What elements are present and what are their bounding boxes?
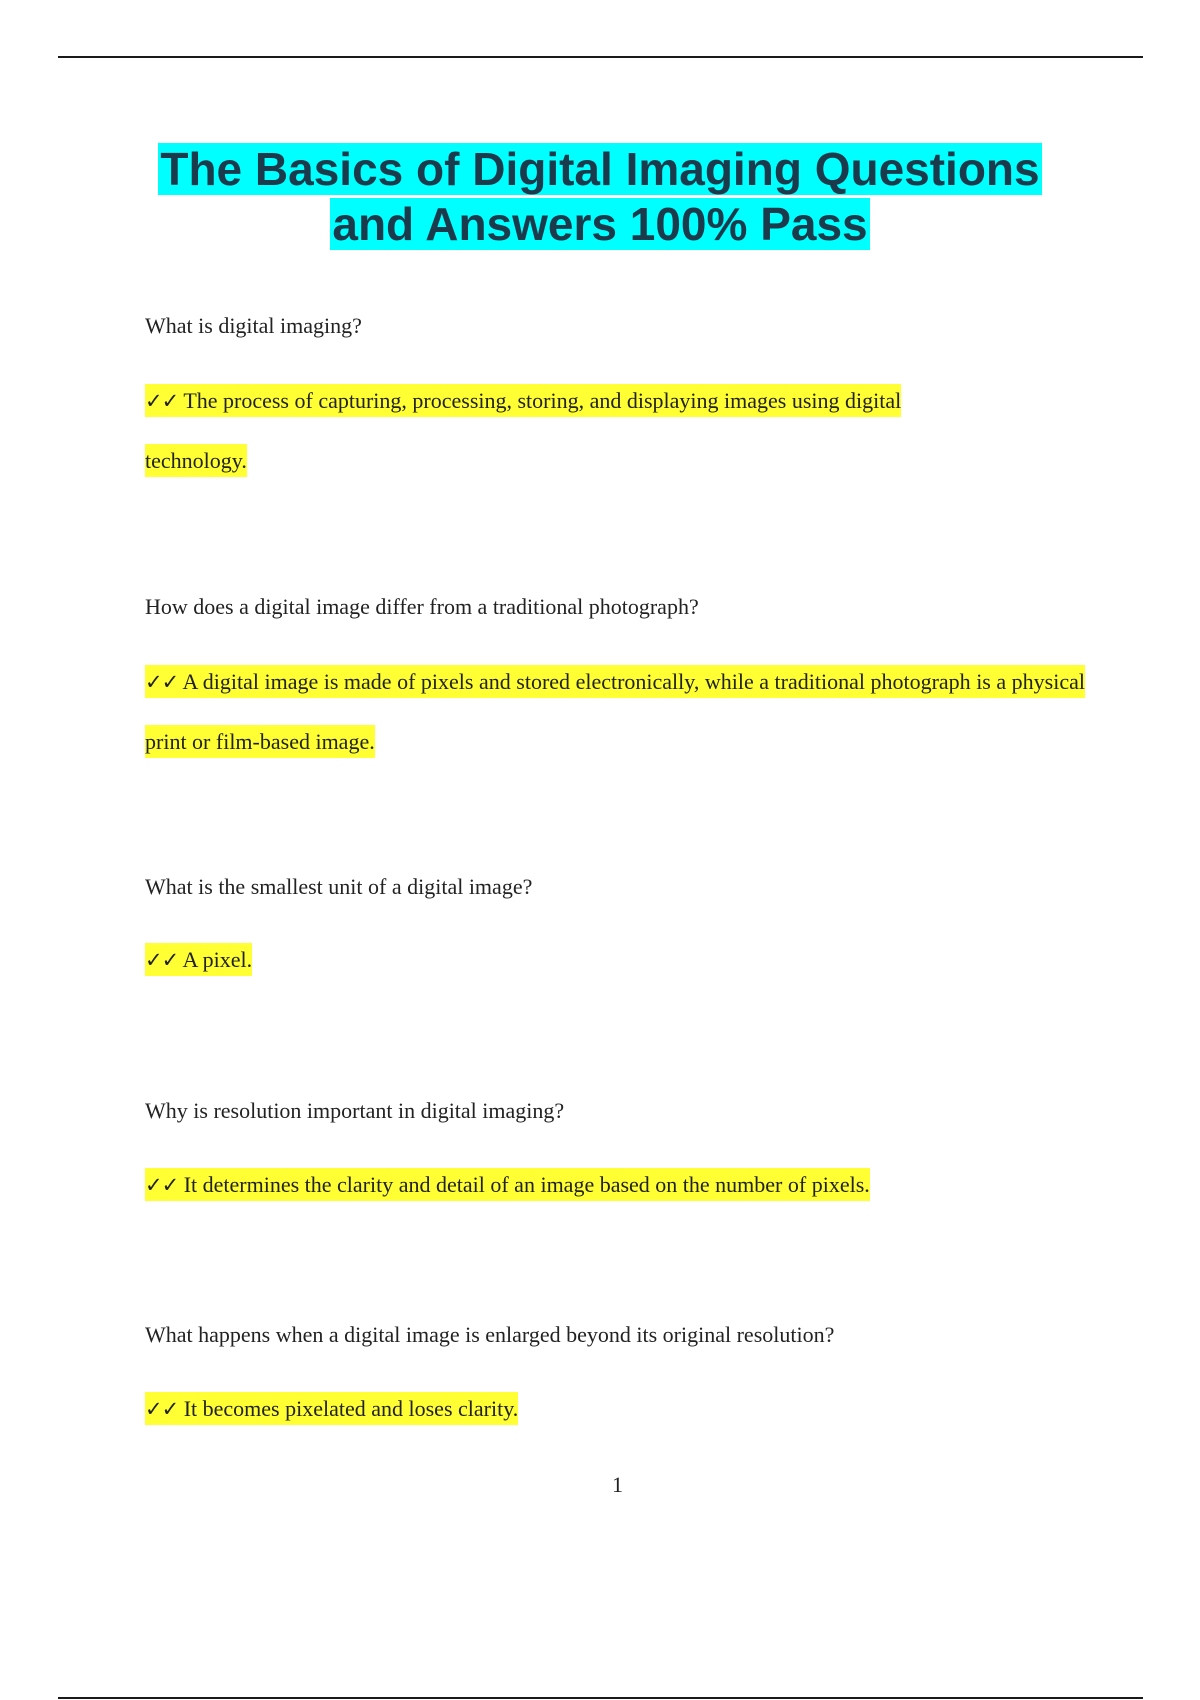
check-icon: ✓✓ [145,1173,179,1197]
question-3: What is the smallest unit of a digital image? [145,874,533,899]
question-1: What is digital imaging? [145,313,362,338]
answer-3 [145,930,1085,990]
title-line-1: The Basics of Digital Imaging Questions [160,143,1040,195]
answer-1-text: The process of capturing, processing, storing, and displaying images using digital technology. [145,388,902,473]
answer-1 [145,371,985,491]
document-title [100,142,1100,252]
question-4: Why is resolution important in digital imaging? [145,1098,565,1123]
answer-2 [145,652,1085,772]
question-2: How does a digital image differ from a traditional photograph? [145,594,699,619]
check-icon: ✓✓ [145,948,179,972]
page-number: 1 [612,1472,623,1497]
header-rule [58,56,1143,58]
title-line-2: and Answers 100% Pass [332,198,868,250]
answer-5-text: It becomes pixelated and loses clarity. [183,1396,519,1421]
check-icon: ✓✓ [145,1397,179,1421]
answer-3-text: A pixel. [182,947,253,972]
answer-4-text: It determines the clarity and detail of an image based on the number of pixels. [183,1172,870,1197]
answer-2-text: A digital image is made of pixels and stored electronically, while a traditional photograph is a physical print or film-based image. [145,669,1085,754]
check-icon: ✓✓ [145,389,179,413]
question-5: What happens when a digital image is enlarged beyond its original resolution? [145,1322,835,1347]
check-icon: ✓✓ [145,670,179,694]
answer-5 [145,1379,1085,1439]
answer-4 [145,1155,1085,1215]
footer-rule [58,1697,1143,1699]
